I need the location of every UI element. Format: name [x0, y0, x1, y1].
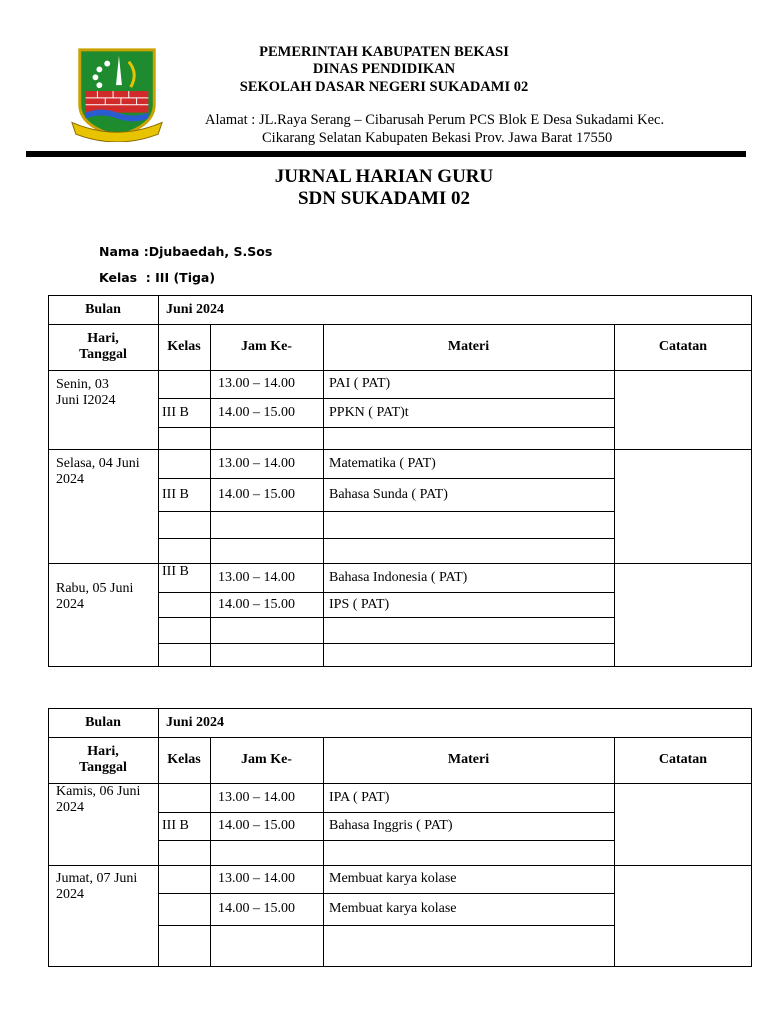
grid-line-v	[323, 511, 324, 538]
grid-line-v	[210, 617, 211, 643]
page-title: JURNAL HARIAN GURU	[274, 166, 494, 187]
header-catatan: Catatan	[658, 752, 708, 767]
grid-line-v	[323, 370, 324, 398]
grid-line-v	[210, 427, 211, 449]
materi-cell: PAI ( PAT)	[329, 376, 391, 391]
header-hari: Hari,	[87, 744, 119, 759]
grid-line-h	[48, 449, 752, 450]
day-date-line1: Senin, 03	[56, 377, 109, 392]
header-kelas: Kelas	[167, 339, 201, 354]
grid-line-v	[323, 617, 324, 643]
jam-cell: 13.00 – 14.00	[218, 456, 295, 471]
grid-line-v	[323, 925, 324, 967]
grid-line-v	[614, 737, 615, 783]
grid-line-v	[158, 370, 159, 449]
grid-line-v	[210, 592, 211, 617]
grid-line-v	[158, 783, 159, 865]
class-info: Kelas : III (Tiga)	[99, 270, 216, 285]
grid-line-h	[158, 617, 614, 618]
grid-line-v	[323, 865, 324, 893]
kelas-cell: III B	[162, 405, 189, 420]
grid-line-v	[614, 449, 615, 563]
grid-line-v	[323, 478, 324, 511]
header-tanggal: Tanggal	[79, 347, 127, 362]
header-jam: Jam Ke-	[241, 339, 292, 354]
grid-line-v	[210, 449, 211, 478]
jam-cell: 14.00 – 15.00	[218, 818, 295, 833]
grid-line-h	[158, 511, 614, 512]
grid-line-v	[323, 893, 324, 925]
header-address-line2: Cikarang Selatan Kabupaten Bekasi Prov. Jawa Barat 17550	[262, 130, 613, 146]
grid-line-h	[158, 427, 614, 428]
page-subtitle: SDN SUKADAMI 02	[297, 188, 471, 209]
day-date-line2: Juni I2024	[56, 393, 116, 408]
grid-line-h	[158, 538, 614, 539]
grid-line-v	[323, 398, 324, 427]
grid-line-h	[158, 893, 614, 894]
grid-line-v	[210, 511, 211, 538]
grid-line-h	[158, 840, 614, 841]
header-materi: Materi	[447, 752, 490, 767]
header-kelas: Kelas	[167, 752, 201, 767]
header-tanggal: Tanggal	[79, 760, 127, 775]
grid-line-v	[210, 840, 211, 865]
grid-line-v	[614, 370, 615, 449]
journal-table-2	[48, 708, 752, 967]
grid-line-v	[614, 783, 615, 865]
header-government: PEMERINTAH KABUPATEN BEKASI	[259, 44, 509, 60]
day-date-line1: Jumat, 07 Juni	[56, 871, 138, 886]
kelas-cell	[162, 901, 208, 917]
grid-line-v	[210, 563, 211, 592]
header-hari-tanggal	[48, 737, 158, 783]
grid-line-v	[323, 449, 324, 478]
jam-cell: 13.00 – 14.00	[218, 871, 295, 886]
header-divider	[26, 151, 746, 157]
header-jam: Jam Ke-	[241, 752, 292, 767]
grid-line-v	[210, 925, 211, 967]
day-date-line2: 2024	[56, 800, 84, 815]
grid-line-v	[323, 737, 324, 783]
grid-line-v	[158, 865, 159, 967]
jam-cell: 13.00 – 14.00	[218, 570, 295, 585]
kelas-cell: III B	[162, 487, 189, 502]
header-hari: Hari,	[87, 331, 119, 346]
grid-line-h	[48, 563, 752, 564]
header-materi: Materi	[447, 339, 490, 354]
header-school-name: SEKOLAH DASAR NEGERI SUKADAMI 02	[239, 79, 529, 95]
materi-cell: Bahasa Inggris ( PAT)	[329, 818, 453, 833]
grid-line-v	[323, 840, 324, 865]
grid-line-v	[210, 783, 211, 812]
grid-line-v	[158, 449, 159, 563]
grid-line-v	[323, 643, 324, 667]
materi-cell: Membuat karya kolase	[329, 871, 457, 886]
grid-line-h	[158, 812, 614, 813]
jam-cell: 14.00 – 15.00	[218, 597, 295, 612]
header-catatan: Catatan	[658, 339, 708, 354]
grid-line-h	[158, 478, 614, 479]
grid-line-v	[323, 563, 324, 592]
grid-line-v	[210, 865, 211, 893]
day-date-line1: Rabu, 05 Juni	[56, 581, 134, 596]
grid-line-v	[614, 563, 615, 667]
materi-cell: IPA ( PAT)	[329, 790, 390, 805]
materi-cell: Bahasa Sunda ( PAT)	[329, 487, 448, 502]
grid-line-v	[323, 812, 324, 840]
grid-line-v	[210, 478, 211, 511]
grid-line-h	[158, 398, 614, 399]
bulan-label: Bulan	[85, 714, 121, 730]
jam-cell: 13.00 – 14.00	[218, 790, 295, 805]
grid-line-v	[323, 592, 324, 617]
header-department: DINAS PENDIDIKAN	[312, 61, 456, 77]
materi-cell: Bahasa Indonesia ( PAT)	[329, 570, 468, 585]
grid-line-v	[614, 324, 615, 370]
grid-line-v	[210, 737, 211, 783]
grid-line-v	[210, 324, 211, 370]
grid-line-v	[158, 563, 159, 667]
materi-cell: PPKN ( PAT)t	[329, 405, 409, 420]
jam-cell: 14.00 – 15.00	[218, 405, 295, 420]
grid-line-h	[158, 643, 614, 644]
grid-line-v	[323, 538, 324, 563]
grid-line-v	[323, 324, 324, 370]
jam-cell: 13.00 – 14.00	[218, 376, 295, 391]
grid-line-v	[210, 538, 211, 563]
teacher-name: Nama :Djubaedah, S.Sos	[99, 244, 273, 259]
journal-table-1	[48, 295, 752, 667]
jam-cell: 14.00 – 15.00	[218, 901, 295, 916]
grid-line-h	[158, 592, 614, 593]
grid-line-v	[323, 783, 324, 812]
kelas-cell: III B	[162, 818, 189, 833]
grid-line-v	[323, 427, 324, 449]
day-date-line1: Selasa, 04 Juni	[56, 456, 140, 471]
materi-cell: Membuat karya kolase	[329, 901, 457, 916]
day-date-line2: 2024	[56, 597, 84, 612]
grid-line-v	[210, 398, 211, 427]
grid-line-v	[210, 893, 211, 925]
materi-cell: IPS ( PAT)	[329, 597, 390, 612]
grid-line-v	[614, 865, 615, 967]
bulan-value: Juni 2024	[166, 715, 224, 730]
grid-line-v	[210, 643, 211, 667]
grid-line-h	[48, 370, 752, 371]
jam-cell: 14.00 – 15.00	[218, 487, 295, 502]
day-date-line2: 2024	[56, 887, 84, 902]
grid-line-v	[158, 737, 159, 783]
materi-cell: Matematika ( PAT)	[329, 456, 436, 471]
grid-line-v	[158, 708, 159, 737]
grid-line-h	[158, 925, 614, 926]
grid-line-v	[158, 295, 159, 324]
grid-line-v	[210, 812, 211, 840]
kelas-cell: III B	[162, 564, 189, 579]
grid-line-v	[210, 370, 211, 398]
bulan-value: Juni 2024	[166, 302, 224, 317]
day-date-line2: 2024	[56, 472, 84, 487]
grid-line-h	[48, 865, 752, 866]
header-address-line1: Alamat : JL.Raya Serang – Cibarusah Perum PCS Blok E Desa Sukadami Kec.	[205, 112, 665, 128]
grid-line-v	[158, 324, 159, 370]
bulan-label: Bulan	[85, 301, 121, 317]
day-date-line1: Kamis, 06 Juni	[56, 784, 141, 799]
header-hari-tanggal	[48, 324, 158, 370]
